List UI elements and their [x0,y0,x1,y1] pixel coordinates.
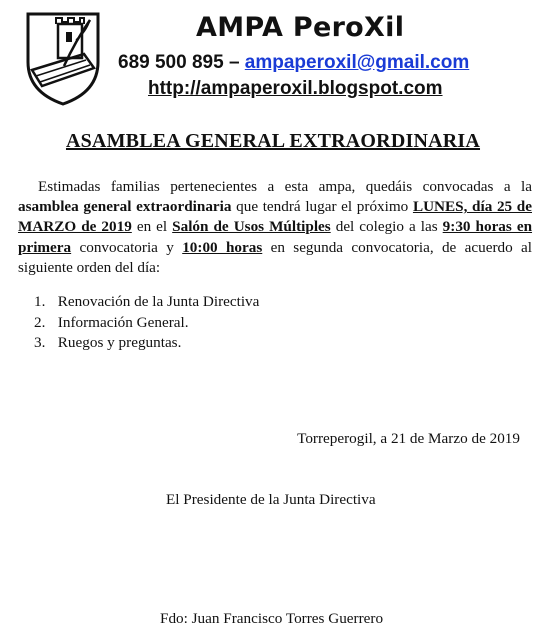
para-text-1: Estimadas familias pertenecientes a esta ampa, quedáis convocadas a la [38,178,532,195]
agenda-item [34,333,259,354]
agenda-item-text: Ruegos y preguntas. [57,334,182,351]
para-text-2: que tendrá lugar el próximo [231,198,413,216]
email-link[interactable]: ampaperoxil@gmail.com [244,52,470,73]
blog-link[interactable]: http://ampaperoxil.blogspot.com [148,78,443,99]
agenda-item-text: Información General. [57,313,189,331]
agenda-item-number: 2. [34,313,46,331]
phone-number: 689 500 895 – [118,52,240,73]
agenda-list [34,292,259,354]
para-text-4: del colegio a las [330,218,443,236]
agenda-item-text: Renovación de la Junta Directiva [57,293,260,310]
agenda-item [34,292,259,313]
org-name: AMPA PeroXil [196,12,405,43]
agenda-item-number: 3. [34,334,46,351]
agenda-item-number: 1. [34,293,46,310]
para-second-call: 10:00 horas [182,238,263,256]
signature-line: Fdo: Juan Francisco Torres Guerrero [160,610,384,627]
para-text-5: convocatoria y [71,238,183,256]
signatory-title: El Presidente de la Junta Directiva [166,491,376,508]
para-first-call: 9:30 horas en primera [18,218,533,256]
para-text-6: en segunda convocatoria, de acuerdo al siguiente orden del día: [18,238,533,276]
para-text-3: en el [131,218,173,236]
para-bold-assembly: asamblea general extraordinaria [18,198,232,216]
contact-line [118,52,538,74]
convocation-paragraph [18,177,532,278]
para-venue: Salón de Usos Múltiples [172,218,331,236]
place-date: Torreperogil, a 21 de Marzo de 2019 [297,430,520,447]
document-title: ASAMBLEA GENERAL EXTRAORDINARIA [65,130,481,152]
para-date: LUNES, día 25 de MARZO de 2019 [18,198,532,236]
ampa-logo [20,10,106,106]
agenda-item [34,313,259,334]
